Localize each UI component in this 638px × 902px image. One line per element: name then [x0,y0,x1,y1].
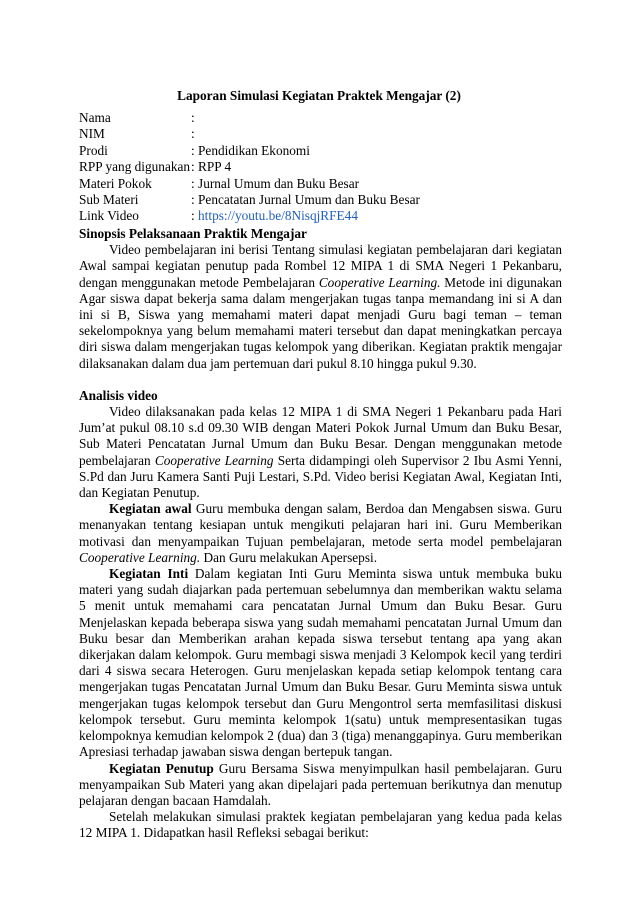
sinopsis-heading: Sinopsis Pelaksanaan Praktik Mengajar [79,226,307,241]
analisis-paragraph-refleksi: Setelah melakukan simulasi praktek kegiatan pembelajaran yang kedua pada kelas 12 MIPA 1. Didapatkan hasil Refleksi sebagai berikut: [79,809,562,841]
meta-value: : Pencatatan Jurnal Umum dan Buku Besar [191,191,420,207]
paragraph-gap [79,372,562,388]
meta-label: Link Video [79,208,139,224]
text-run: Video pembelajaran ini berisi Tentang simulasi kegiatan pembelajaran dari kegiatan Awal sampai kegiatan penutup pada Rombel 12 MIPA 1 di SMA Negeri 1 Pekanbaru, dengan menggunakan metode Pembelajaran [79,242,562,290]
analisis-paragraph-kegiatan-awal [79,501,562,566]
text-run: Guru membuka dengan salam, Berdoa dan Mengabsen siswa. Guru menanyakan tentang kesiapan untuk mengikuti pelajaran hari ini. Guru Memberikan motivasi dan menyampaikan Tujuan pembelajaran, metode serta model pembelajaran [79,501,562,549]
text-run: Video dilaksanakan pada kelas 12 MIPA 1 di SMA Negeri 1 Pekanbaru pada Hari Jum’at pukul 08.10 s.d 09.30 WIB dengan Materi Pokok Jurnal Umum dan Buku Besar, Sub Materi Pencatatan Jurnal Umum dan Buku Besar. Dengan menggunakan metode pembelajaran [79,404,562,468]
document-body [79,226,562,842]
text-run: Metode ini digunakan Agar siswa dapat bekerja sama dalam mengerjakan tugas tanpa memandang ini si A dan ini si B, Siswa yang memahami materi dapat menjadi Guru bagi teman – teman sekelompoknya yang belum memahami materi tersebut dan dapat meningkatkan percaya diri siswa dalam mengerjakan tugas kelompok yang diberikan. Kegiatan praktik mengajar dilaksanakan dalam dua jam pertemuan dari pukul 8.10 hingga pukul 9.30. [79,274,563,371]
meta-label: RPP yang digunakan [79,159,191,175]
meta-value: : [191,126,195,142]
document-title: Laporan Simulasi Kegiatan Praktek Mengajar (2) [177,88,461,103]
text-run: Dalam kegiatan Inti Guru Meminta siswa untuk membuka buku materi yang sudah diajarkan pada pertemuan sebelumnya dan memberikan waktu selama 5 menit untuk memahami cara pencatatan Jurnal Umum dan Buku Besar. Guru Menjelaskan kepada beberapa siswa yang sudah memahami pencatatan Jurnal Umum dan Buku besar dan Memberikan arahan kepada siswa tersebut tentang apa yang akan dikerjakan dalam kelompok. Guru membagi siswa menjadi 3 Kelompok kecil yang terdiri dari 4 siswa secara Heterogen. Guru menjelaskan kepada setiap kelompok tentang cara mengerjakan tugas Pencatatan Jurnal Umum dan Buku Besar. Guru Meminta siswa untuk mengerjakan tugas kelompok tersebut dan Guru Mengontrol serta memfasilitasi diskusi kelompok tersebut. Guru meminta kelompok 1(satu) untuk mempresentasikan tugas kelompoknya kemudian kelompok 2 (dua) dan 3 (tiga) menanggapinya. Guru memberikan Apresiasi terhadap jawaban siswa dengan bertepuk tangan. [79,566,562,760]
meta-row-prodi [79,143,420,159]
analisis-paragraph-kegiatan-penutup [79,761,562,810]
text-run: Guru Bersama Siswa menyimpulkan hasil pembelajaran. Guru menyampaikan Sub Materi yang akan dipelajari pada pertemuan berikutnya dan menutup pelajaran dengan bacaan Hamdalah. [79,760,562,808]
analisis-paragraph-kegiatan-inti [79,566,562,760]
meta-row-sub-materi [79,192,420,208]
meta-value: : [191,110,195,125]
meta-value [191,208,358,224]
meta-row-materi-pokok [79,176,420,192]
meta-label: Prodi [79,142,108,158]
meta-row-rpp [79,159,420,175]
text-run-italic: Cooperative Learning. [318,274,441,290]
text-run-bold: Kegiatan awal [109,501,192,517]
meta-row-nim [79,126,420,142]
meta-value: : Pendidikan Ekonomi [191,142,310,158]
meta-value: : Jurnal Umum dan Buku Besar [191,175,360,191]
sinopsis-paragraph [79,242,562,372]
meta-row-link-video [79,208,420,224]
meta-label: NIM [79,126,105,142]
text-run-bold: Kegiatan Inti [109,566,189,582]
meta-value: : RPP 4 [191,159,232,175]
text-run-italic: Cooperative Learning. [79,549,201,565]
text-run-italic: Cooperative Learning [154,452,274,468]
meta-row-nama [79,110,420,126]
video-link[interactable]: https://youtu.be/8NisqjRFE44 [198,208,358,224]
meta-label: Materi Pokok [79,175,152,191]
meta-label: Sub Materi [79,191,139,207]
analisis-paragraph-1 [79,404,562,501]
analisis-heading: Analisis video [79,387,158,403]
identity-table [79,110,420,225]
meta-label: Nama [79,110,111,125]
text-run-bold: Kegiatan Penutup [109,760,214,776]
text-run: Dan Guru melakukan Apersepsi. [200,549,378,565]
link-prefix: : [191,208,199,224]
text-run: Serta didampingi oleh Supervisor 2 Ibu Asmi Yenni, S.Pd dan Juru Kamera Santi Puji Lestari, S.Pd. Video berisi Kegiatan Awal, Kegiatan Inti, dan Kegiatan Penutup. [79,452,562,501]
